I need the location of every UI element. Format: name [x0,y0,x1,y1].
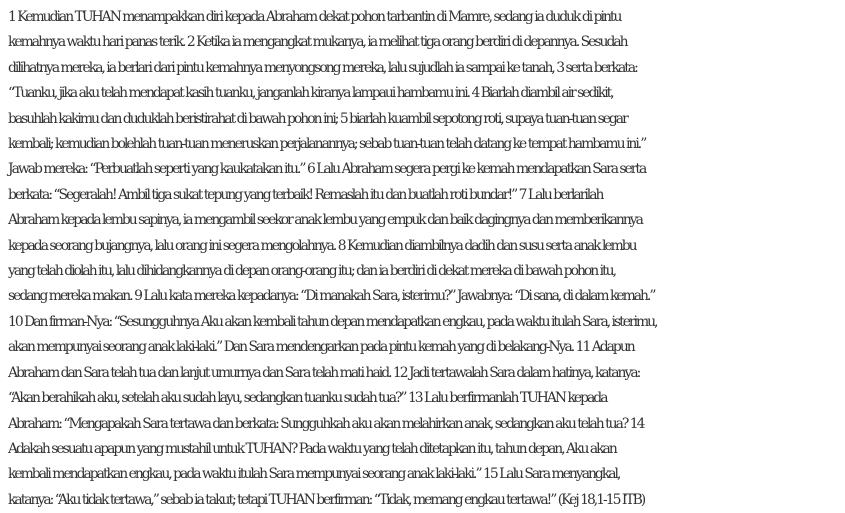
passage-line-7: Jawab mereka: “Perbuatlah seperti yang kaukatakan itu.” 6 Lalu Abraham segera pergi ke kemah mendapatkan Sara serta [8,161,646,178]
passage-line-17: Abraham: “Mengapakah Sara tertawa dan berkata: Sungguhkah aku akan melahirkan anak, sedangkan aku telah tua? 14 [8,415,644,432]
passage-line-5: basuhlah kakimu dan duduklah beristirahat di bawah pohon ini; 5 biarlah kuambil sepotong roti, supaya tuan-tuan segar [8,110,627,127]
passage-line-19: kembali mendapatkan engkau, pada waktu itulah Sara mempunyai seorang anak laki-laki.” 15 Lalu Sara menyangkal, [8,466,620,483]
passage-line-1: 1 Kemudian TUHAN menampakkan diri kepada Abraham dekat pohon tarbantin di Mamre, sedang ia duduk di pintu [8,9,621,25]
passage-line-20: katanya: “Aku tidak tertawa,” sebab ia takut; tetapi TUHAN berfirman: “Tidak, memang engkau tertawa!” (Kej 18,1-15 ITB) [8,491,645,508]
passage-line-10: kepada seorang bujangnya, lalu orang ini segera mengolahnya. 8 Kemudian diambilnya dadih dan susu serta anak lembu [8,237,636,254]
passage-line-18: Adakah sesuatu apapun yang mustahil untuk TUHAN? Pada waktu yang telah ditetapkan itu, tahun depan, Aku akan [8,440,616,457]
passage-line-13: 10 Dan firman-Nya: “Sesungguhnya Aku akan kembali tahun depan mendapatkan engkau, pada waktu itulah Sara, isterimu, [8,313,657,330]
passage-line-3: dilihatnya mereka, ia berlari dari pintu kemahnya menyongsong mereka, lalu sujudlah ia sampai ke tanah, 3 serta berkata: [8,59,637,76]
passage-line-15: Abraham dan Sara telah tua dan lanjut umurnya dan Sara telah mati haid. 12 Jadi tertawalah Sara dalam hatinya, katanya: [8,364,640,381]
passage-line-9: Abraham kepada lembu sapinya, ia mengambil seekor anak lembu yang empuk dan baik dagingnya dan memberikannya [8,212,642,229]
passage-line-2: kemahnya waktu hari panas terik. 2 Ketika ia mengangkat mukanya, ia melihat tiga orang berdiri di depannya. Sesudah [8,34,627,51]
passage-line-8: berkata: “Segeralah! Ambil tiga sukat tepung yang terbaik! Remaslah itu dan buatlah roti bundar!” 7 Lalu berlarilah [8,186,603,203]
passage-line-4: “Tuanku, jika aku telah mendapat kasih tuanku, janganlah kiranya lampaui hambamu ini. 4 Biarlah diambil air sedikit, [8,85,613,102]
passage-line-14: akan mempunyai seorang anak laki-laki.” Dan Sara mendengarkan pada pintu kemah yang di belakang-Nya. 11 Adapun [8,339,634,356]
passage-line-16: “Akan berahikah aku, setelah aku sudah layu, sedangkan tuanku sudah tua?” 13 Lalu berfirmanlah TUHAN kepada [8,390,607,407]
passage-line-11: yang telah diolah itu, lalu dihidangkannya di depan orang-orang itu; dan ia berdiri di dekat mereka di bawah pohon itu, [8,263,616,280]
passage-line-6: kembali; kemudian bolehlah tuan-tuan meneruskan perjalanannya; sebab tuan-tuan telah datang ke tempat hambamu ini.” [8,136,646,153]
passage-line-12: sedang mereka makan. 9 Lalu kata mereka kepadanya: “Di manakah Sara, isterimu?” Jawabnya: “Di sana, di dalam kemah.” [8,288,655,305]
